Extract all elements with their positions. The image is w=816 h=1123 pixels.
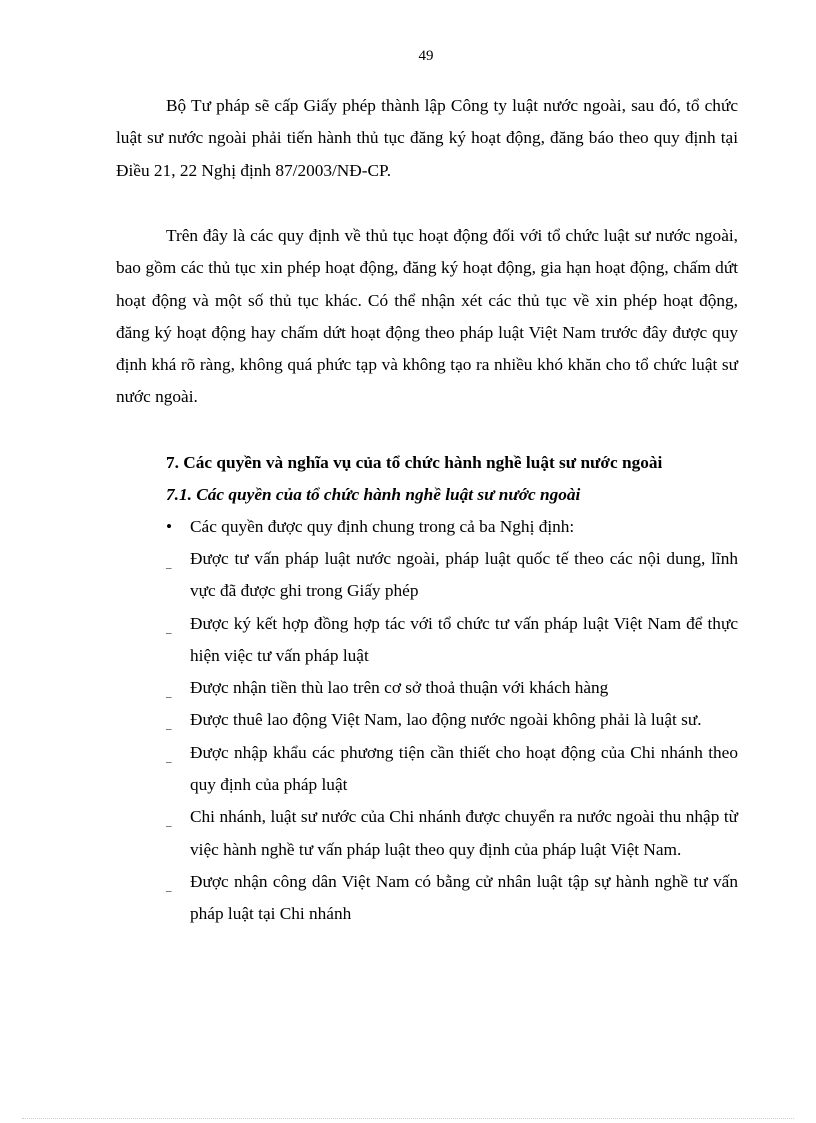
bullet-item: [166, 511, 574, 543]
dash-icon: _: [166, 558, 172, 570]
list-item: [166, 866, 738, 931]
bullet-icon: •: [166, 517, 173, 536]
list-item: [166, 704, 738, 736]
dash-icon: _: [166, 687, 172, 700]
list-item: [166, 737, 738, 802]
list-item: [166, 543, 738, 608]
list-item-text: Được nhận tiền thù lao trên cơ sở thoả thuận với khách hàng: [190, 678, 609, 698]
section-heading: 7. Các quyền và nghĩa vụ của tổ chức hành nghề luật sư nước ngoài: [166, 453, 663, 472]
list-item-text: Được nhận công dân Việt Nam có bằng cử nhân luật tập sự hành nghề tư vấn pháp luật tại Chi nhánh: [190, 871, 738, 924]
bullet-text: Các quyền được quy định chung trong cả ba Nghị định:: [190, 517, 575, 536]
list-item-text: Được ký kết hợp đồng hợp tác với tổ chức tư vấn pháp luật Việt Nam để thực hiện việc tư vấn pháp luật: [190, 613, 738, 665]
list-item-text: Được tư vấn pháp luật nước ngoài, pháp luật quốc tế theo các nội dung, lĩnh vực đã được ghi trong Giấy phép: [190, 549, 738, 601]
list-item-text: Được nhập khẩu các phương tiện cần thiết cho hoạt động của Chi nhánh theo quy định của pháp luật: [190, 742, 738, 795]
dash-icon: _: [166, 719, 172, 732]
list-item-text: Được thuê lao động Việt Nam, lao động nước ngoài không phải là luật sư.: [190, 710, 702, 730]
list-item: [166, 672, 738, 704]
paragraph-summary: Trên đây là các quy định về thủ tục hoạt động đối với tổ chức luật sư nước ngoài, bao gồm các thủ tục xin phép hoạt động, đăng ký hoạt động, gia hạn hoạt động, chấm dứt hoạt động và một số thủ tục khác. Có thể nhận xét các thủ tục về xin phép hoạt động, đăng ký hoạt động hay chấm dứt hoạt động theo pháp luật Việt Nam trước đây được quy định khá rõ ràng, không quá phức tạp và không tạo ra nhiều khó khăn cho tổ chức luật sư nước ngoài.: [116, 226, 738, 407]
rights-list: [166, 543, 738, 931]
dash-icon: _: [166, 622, 172, 635]
dash-icon: _: [166, 880, 172, 893]
paragraph-license: Bộ Tư pháp sẽ cấp Giấy phép thành lập Công ty luật nước ngoài, sau đó, tổ chức luật sư nước ngoài phải tiến hành thủ tục đăng ký hoạt động, đăng báo theo quy định tại Điều 21, 22 Nghị định 87/2003/NĐ-CP.: [116, 96, 738, 180]
dash-icon: _: [166, 816, 172, 829]
subsection-heading: 7.1. Các quyền của tổ chức hành nghề luật sư nước ngoài: [166, 485, 581, 504]
list-item: [166, 801, 738, 866]
list-item-text: Chi nhánh, luật sư nước của Chi nhánh được chuyển ra nước ngoài thu nhập từ việc hành nghề tư vấn pháp luật theo quy định của pháp luật Việt Nam.: [190, 807, 738, 859]
list-item: [166, 608, 738, 673]
dash-icon: _: [166, 751, 172, 764]
page-number: 49: [418, 48, 434, 64]
page-bottom-divider: [22, 1118, 794, 1119]
